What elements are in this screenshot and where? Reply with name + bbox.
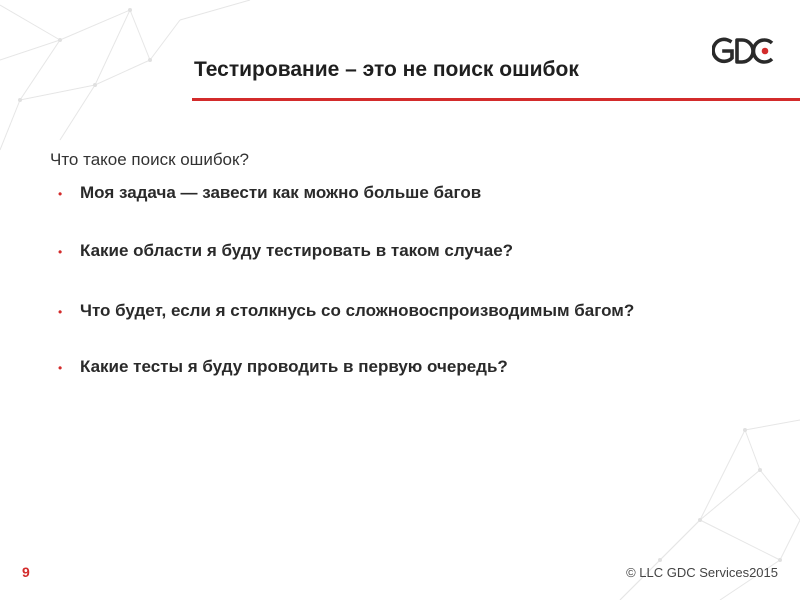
bullet-text: Какие тесты я буду проводить в первую очередь? (80, 357, 508, 376)
copyright-notice: © LLC GDC Services2015 (626, 565, 778, 580)
title-underline-rule (192, 98, 800, 101)
list-item (56, 354, 756, 380)
bullet-marker: • (58, 187, 63, 201)
list-item (56, 180, 756, 206)
bullet-text: Какие области я буду тестировать в таком случае? (80, 241, 514, 260)
list-item (56, 238, 756, 264)
bullet-marker: • (58, 361, 63, 375)
bullet-text: Моя задача — завести как можно больше багов (80, 183, 482, 202)
slide-title: Тестирование – это не поиск ошибок (194, 58, 579, 81)
bullet-marker: • (58, 305, 63, 319)
page-number: 9 (22, 564, 30, 580)
list-item (56, 298, 740, 324)
bullet-marker: • (58, 245, 63, 259)
bullet-text: Что будет, если я столкнусь со сложновоспроизводимым багом? (80, 301, 635, 320)
bullet-list (56, 180, 756, 414)
intro-question: Что такое поиск ошибок? (50, 150, 249, 169)
gdc-logo-icon (712, 32, 776, 72)
